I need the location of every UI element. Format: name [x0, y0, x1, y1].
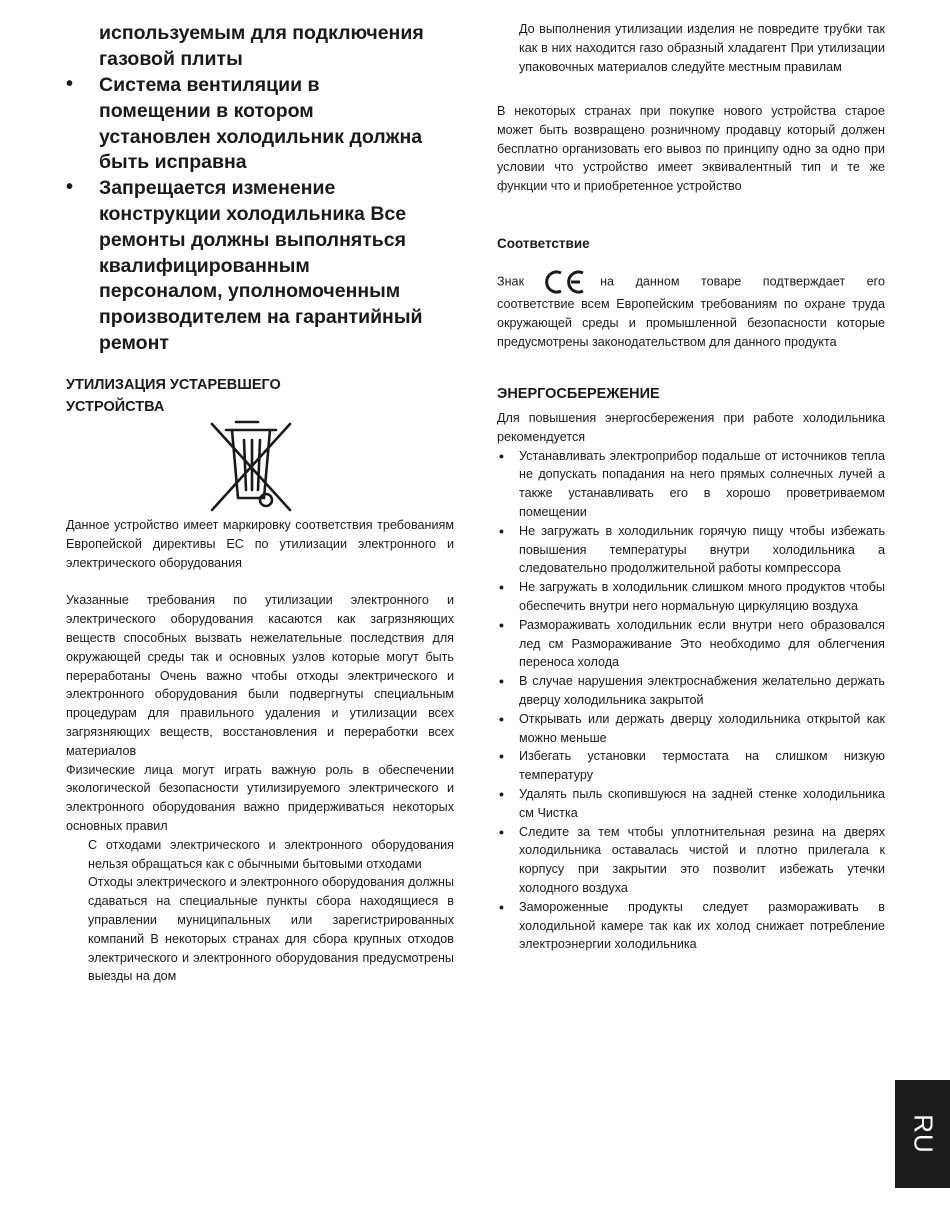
directive-paragraph: Данное устройство имеет маркировку соответствия требованиям Европейской директивы EC по утилизации электронного и электрического оборудования [66, 518, 454, 570]
list-item: • Удалять пыль скопившуюся на задней стенке холодильника см Чистка [497, 785, 885, 823]
disposal-body [66, 516, 454, 986]
return-section [497, 102, 885, 196]
bullet-line: персоналом, уполномоченным [99, 280, 401, 303]
language-tab [895, 1080, 950, 1188]
list-item: • В случае нарушения электроснабжения желательно держать дверцу холодильника закрытой [497, 672, 885, 710]
bullet-line: установлен холодильник должна [99, 125, 423, 148]
individuals-paragraph: Физические лица могут играть важную роль в обеспечении экологической безопасности утилизируемого электрического и электронного оборудования важно придерживаться некоторых основных правил [66, 762, 454, 833]
bullet-line: быть исправна [99, 151, 247, 174]
bullet-line: • Запрещается изменение [99, 177, 336, 200]
refrigerant-paragraph: До выполнения утилизации изделия не повредите трубки так как в них находится газо образный хладагент При утилизации упаковочных материалов следуйте местным правилам [519, 22, 885, 74]
bullet-line: конструкции холодильника Все [99, 202, 407, 225]
big-bullet-list [66, 73, 466, 357]
energy-tips-list [497, 447, 885, 955]
refrigerant-note [519, 20, 885, 76]
bullet-line: ремонт [99, 331, 169, 354]
bullet-line: производителем на гарантийный [99, 306, 423, 329]
crossed-out-wheelie-bin-icon [206, 418, 296, 516]
continuation-line-1: используемым для подключения [99, 22, 424, 44]
return-paragraph: В некоторых странах при покупке нового устройства старое может быть возвращено розничному продавцу который должен бесплатно организовать его вывоз по принципу одно за одно при условии что устройство имеет эквивалентный тип и те же функции что и приобретенное устройство [497, 104, 885, 194]
bullet-line: квалифицированным [99, 254, 310, 277]
top-continuation [99, 21, 459, 73]
rule-collection-points: Отходы электрического и электронного оборудования должны сдаваться на специальные пункты сбора находящиеся в управлении муниципальных или зарегистрированных компаний В некоторых странах для сбора крупных отходов электрического и электронного оборудования предусмотрены выезды на дом [88, 875, 454, 984]
bullet-no-modification [66, 176, 466, 357]
conformity-section [497, 233, 885, 351]
list-item: • Не загружать в холодильник слишком много продуктов чтобы обеспечить внутри него нормальную циркуляцию воздуха [497, 578, 885, 616]
bullet-line: помещении в котором [99, 99, 314, 122]
conformity-text: на данном товаре подтверждает его соответствие всем Европейским требованиям по охране труда окружающей среды и промышленной безопасности которые предусмотрены законодательством для данного продукта [497, 274, 885, 349]
disposal-heading [66, 374, 454, 418]
list-item: • Избегать установки термостата на слишком низкую температуру [497, 747, 885, 785]
language-code: RU [908, 1114, 938, 1154]
bullet-line: • Система вентиляции в [99, 74, 320, 96]
energy-section [497, 383, 885, 954]
ce-mark-icon [542, 269, 588, 295]
conformity-prefix: Знак [497, 274, 525, 289]
heading-line: УТИЛИЗАЦИЯ УСТАРЕВШЕГО [66, 377, 281, 393]
requirements-paragraph: Указанные требования по утилизации электронного и электрического оборудования касаются как загрязняющих веществ способных вызвать нежелательные последствия для окружающей среды так и основных узлов которые могут быть переработаны Очень важно чтобы отходы электрического и электронного оборудования были подвергнуты специальным процедурам для правильного удаления и утилизации всех загрязняющих веществ, восстановления и переработки всех материалов [66, 593, 454, 758]
list-item: • Следите за тем чтобы уплотнительная резина на дверях холодильника оставалась чистой и плотно прилегала к корпусу при закрытии это позволит избежать утечки холодного воздуха [497, 823, 885, 898]
conformity-paragraph [497, 269, 885, 351]
list-item: • Устанавливать электроприбор подальше от источников тепла не допускать попадания на него прямых солнечных лучей а также устанавливать его в хорошо проветриваемом помещении [497, 447, 885, 522]
list-item: • Не загружать в холодильник горячую пищу чтобы избежать повышения температуры внутри холодильника а следовательно продолжительной работы компрессора [497, 522, 885, 578]
energy-intro: Для повышения энергосбережения при работе холодильника рекомендуется [497, 411, 885, 444]
list-item: • Размораживать холодильник если внутри него образовался лед см Размораживание Это необходимо для облегчения переноса холода [497, 616, 885, 672]
rule-household-waste: С отходами электрического и электронного оборудования нельзя обращаться как с обычными бытовыми отходами [88, 837, 454, 871]
continuation-line-2: газовой плиты [99, 47, 243, 70]
conformity-heading: Соответствие [497, 236, 590, 251]
bullet-line: ремонты должны выполняться [99, 228, 406, 251]
heading-line: УСТРОЙСТВА [66, 399, 165, 415]
energy-heading: ЭНЕРГОСБЕРЕЖЕНИЕ [497, 386, 660, 402]
list-item: • Открывать или держать дверцу холодильника открытой как можно меньше [497, 710, 885, 748]
bullet-ventilation [66, 73, 466, 176]
list-item: • Замороженные продукты следует размораживать в холодильной камере так как их холод снижает потребление электроэнергии холодильника [497, 898, 885, 954]
